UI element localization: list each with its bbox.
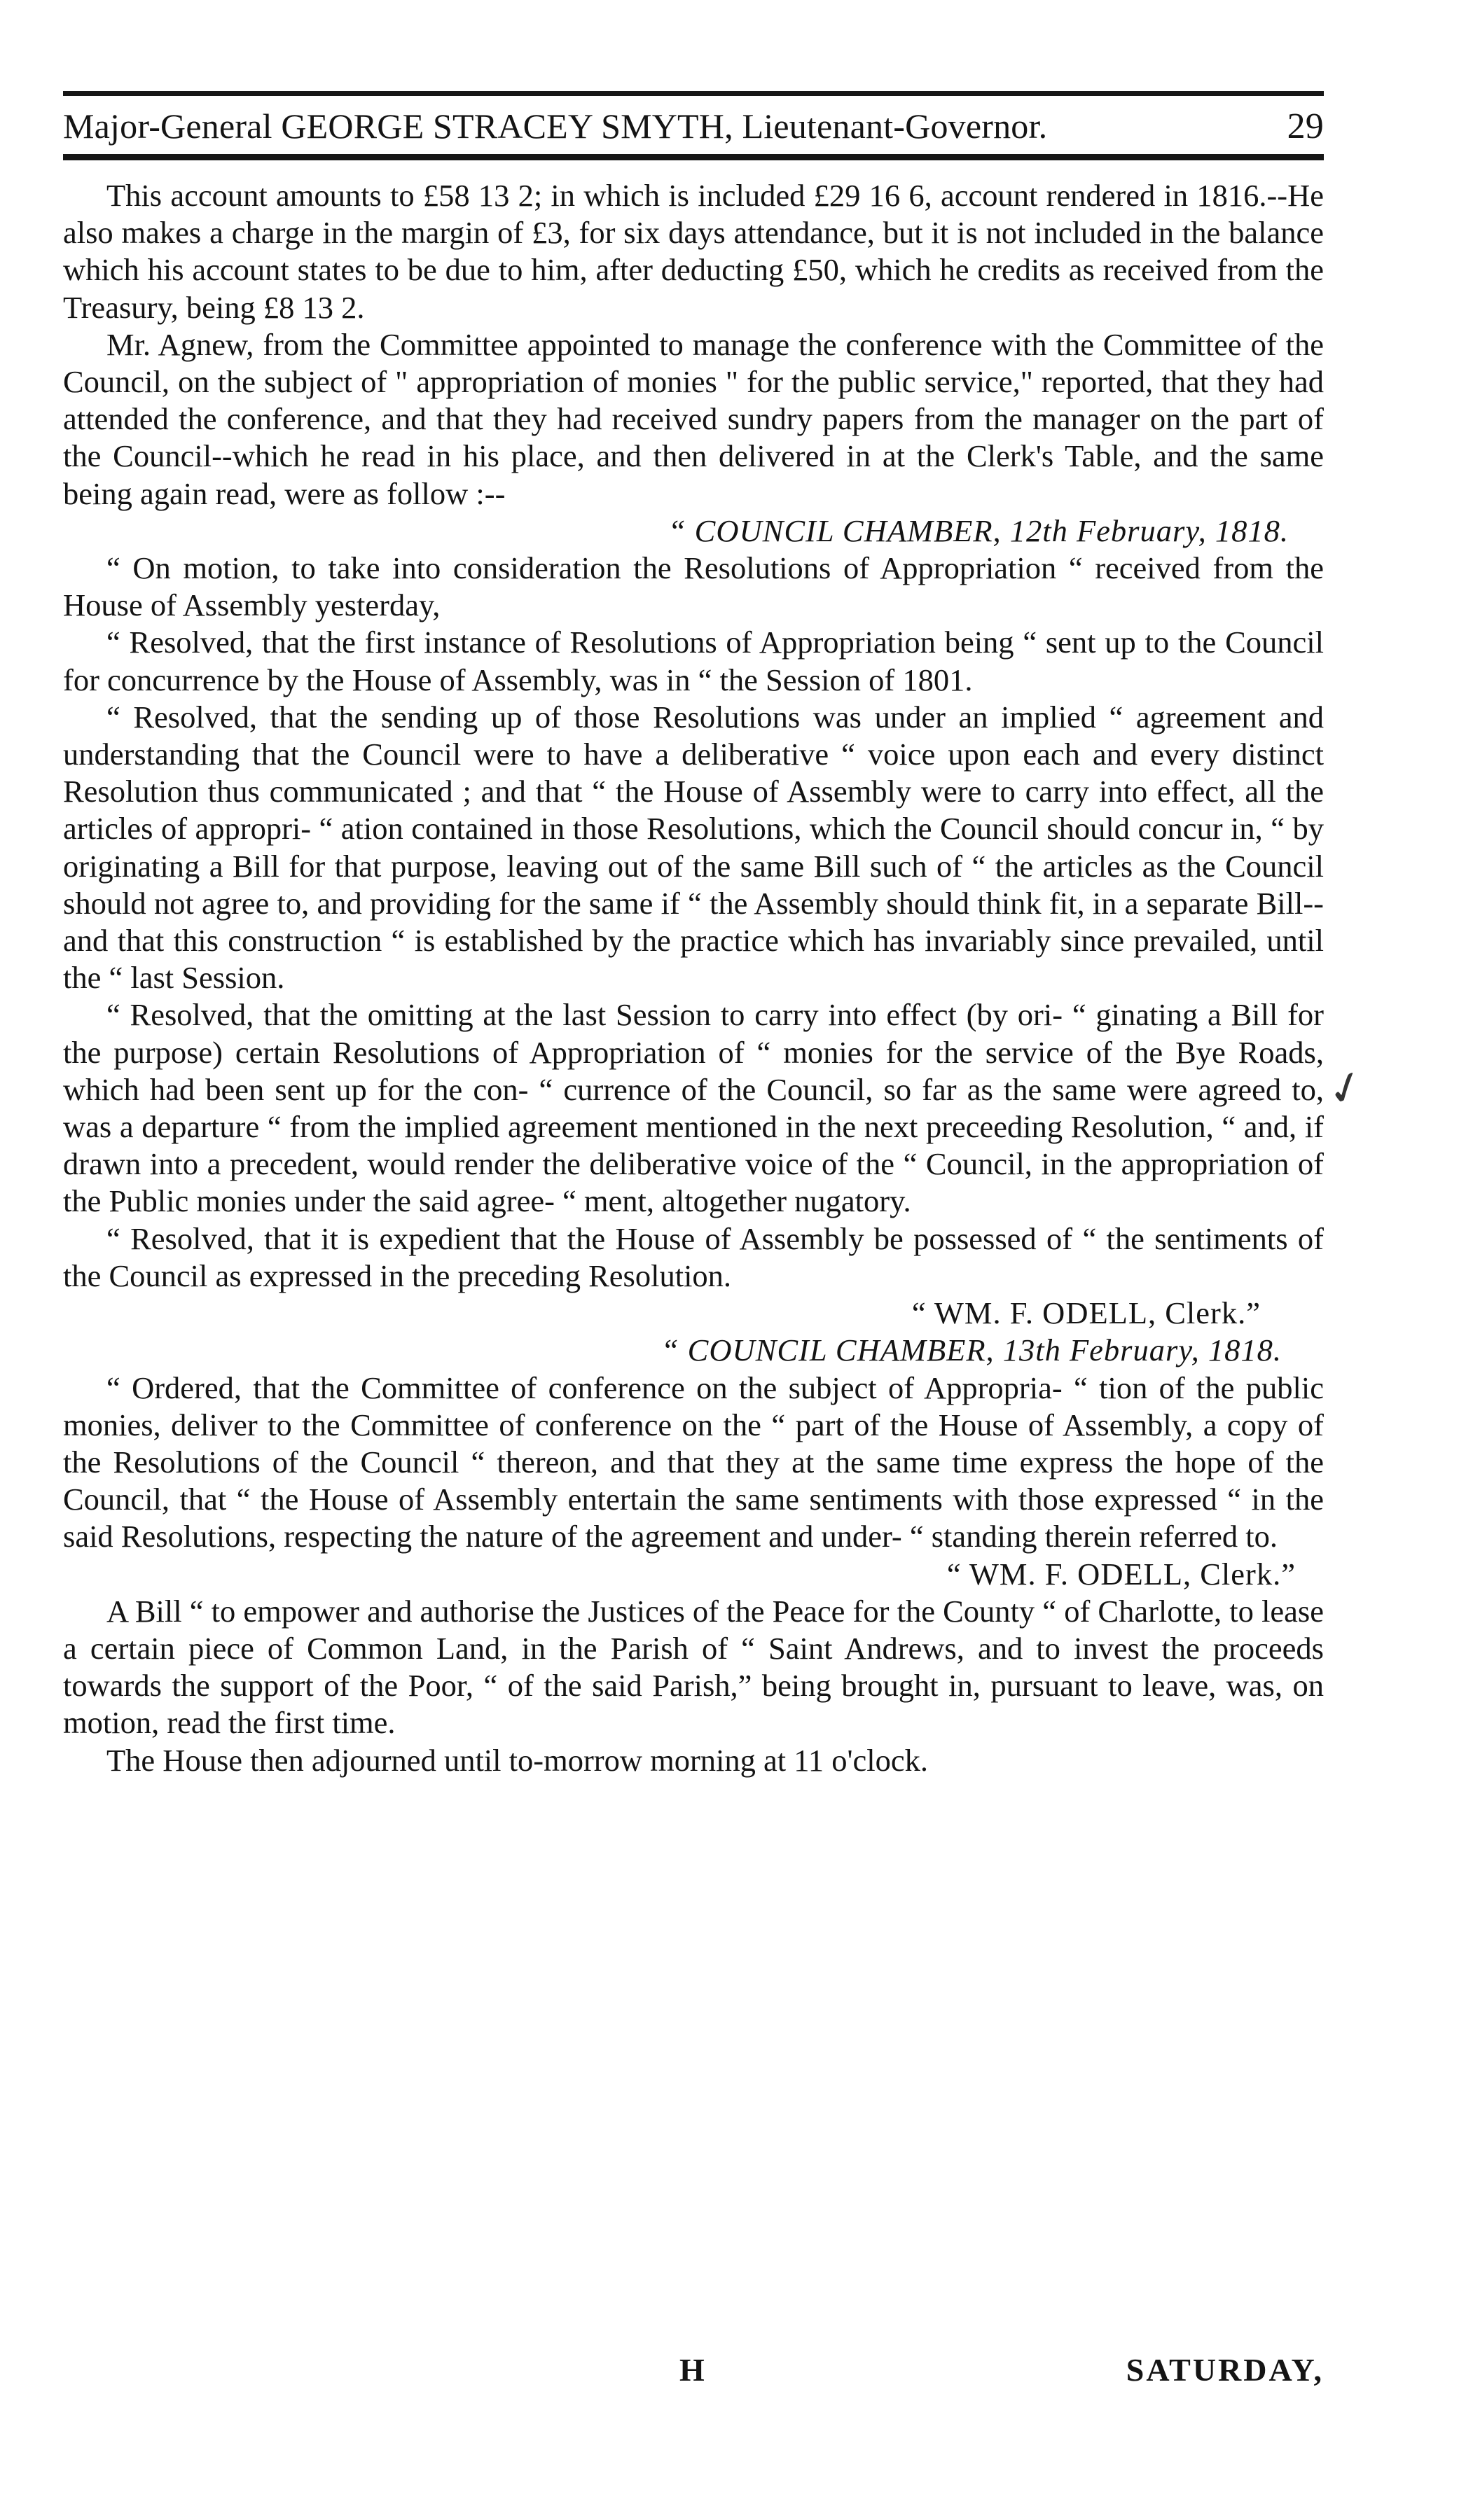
paragraph-account: This account amounts to £58 13 2; in which is included £29 16 6, account rendered in 1816.--He also makes a charge in the margin of £3, for six days attendance, but it is not included in the balance which his account states to be due to him, after deducting £50, which he credits as received from the Treasury, being £8 13 2. xyxy=(63,178,1324,325)
paragraph-resolved-omitting: “ Resolved, that the omitting at the last Session to carry into effect (by ori- “ ginating a Bill for the purpose) certain Resolutions of Appropriation of “ monies for the service of the Bye Roads, which had been sent up for the con- “ currence of the Council, so far as the same were agreed to, was a departure “ from the implied agreement mentioned in the next preceeding Resolution, “ and, if drawn into a precedent, would render the deliberative voice of the “ Council, in the appropriation of the Public monies under the said agree- “ ment, altogether nugatory. xyxy=(63,997,1324,1219)
clerk-signature-2: “ WM. F. ODELL, Clerk.” xyxy=(946,1556,1296,1592)
paragraph-resolved-expedient: “ Resolved, that it is expedient that the House of Assembly be possessed of “ the sentiments of the Council as expressed in the preceding Resolution. xyxy=(63,1220,1324,1293)
book-page xyxy=(63,91,1324,1779)
paragraph-adjourned: The House then adjourned until to-morrow morning at 11 o'clock. xyxy=(106,1742,928,1778)
paragraph-on-motion: “ On motion, to take into consideration the Resolutions of Appropriation “ received from the House of Assembly yesterday, xyxy=(63,550,1324,623)
catchword: SATURDAY, xyxy=(1126,2352,1324,2388)
head-rule xyxy=(63,154,1324,160)
signature-mark: H xyxy=(679,2352,706,2388)
body-text xyxy=(63,177,1324,1779)
clerk-signature-1: “ WM. F. ODELL, Clerk.” xyxy=(911,1295,1261,1331)
paragraph-resolved-implied-agreement: “ Resolved, that the sending up of those Resolutions was under an implied “ agreement and understanding that the Council were to have a deliberative “ voice upon each and every distinct Resolution thus communicated ; and that “ the House of Assembly were to carry into effect, all the articles of appropri- “ ation contained in those Resolutions, which the Council should concur in, “ by originating a Bill for that purpose, leaving out of the same Bill such of “ the articles as the Council should not agree to, and providing for the same if “ the Assembly should think fit, in a separate Bill--and that this construction “ is established by the practice which has invariably since prevailed, until the “ last Session. xyxy=(63,699,1324,996)
dateline-13-february: “ COUNCIL CHAMBER, 13th February, 1818. xyxy=(661,1332,1282,1368)
margin-check-mark-icon: ✓ xyxy=(1320,1059,1372,1118)
running-head-title: Major-General GEORGE STRACEY SMYTH, Lieutenant-Governor. xyxy=(63,106,1048,146)
paragraph-agnew-report: Mr. Agnew, from the Committee appointed to manage the conference with the Committee of the Council, on the subject of " appropriation of monies " for the public service," reported, that they had attended the conference, and that they had received sundry papers from the manager on the part of the Council--which he read in his place, and then delivered in at the Clerk's Table, and the same being again read, were as follow :-- xyxy=(63,326,1324,511)
top-rule xyxy=(63,91,1324,96)
paragraph-bill-charlotte: A Bill “ to empower and authorise the Justices of the Peace for the County “ of Charlotte, to lease a certain piece of Common Land, in the Parish of “ Saint Andrews, and to invest the proceeds towards the support of the Poor, “ of the said Parish,” being brought in, pursuant to leave, was, on motion, read the first time. xyxy=(63,1593,1324,1741)
running-head xyxy=(63,103,1324,154)
dateline-12-february: “ COUNCIL CHAMBER, 12th February, 1818. xyxy=(668,513,1289,548)
paragraph-ordered: “ Ordered, that the Committee of conference on the subject of Appropria- “ tion of the public monies, deliver to the Committee of conference on the “ part of the House of Assembly, a copy of the Resolutions of the Council “ thereon, and that they at the same time express the hope of the Council, that “ the House of Assembly entertain the same sentiments with those expressed “ in the said Resolutions, respecting the nature of the agreement and under- “ standing therein referred to. xyxy=(63,1370,1324,1554)
paragraph-resolved-first-instance: “ Resolved, that the first instance of Resolutions of Appropriation being “ sent up to the Council for concurrence by the House of Assembly, was in “ the Session of 1801. xyxy=(63,625,1324,697)
page-number: 29 xyxy=(1287,106,1324,146)
